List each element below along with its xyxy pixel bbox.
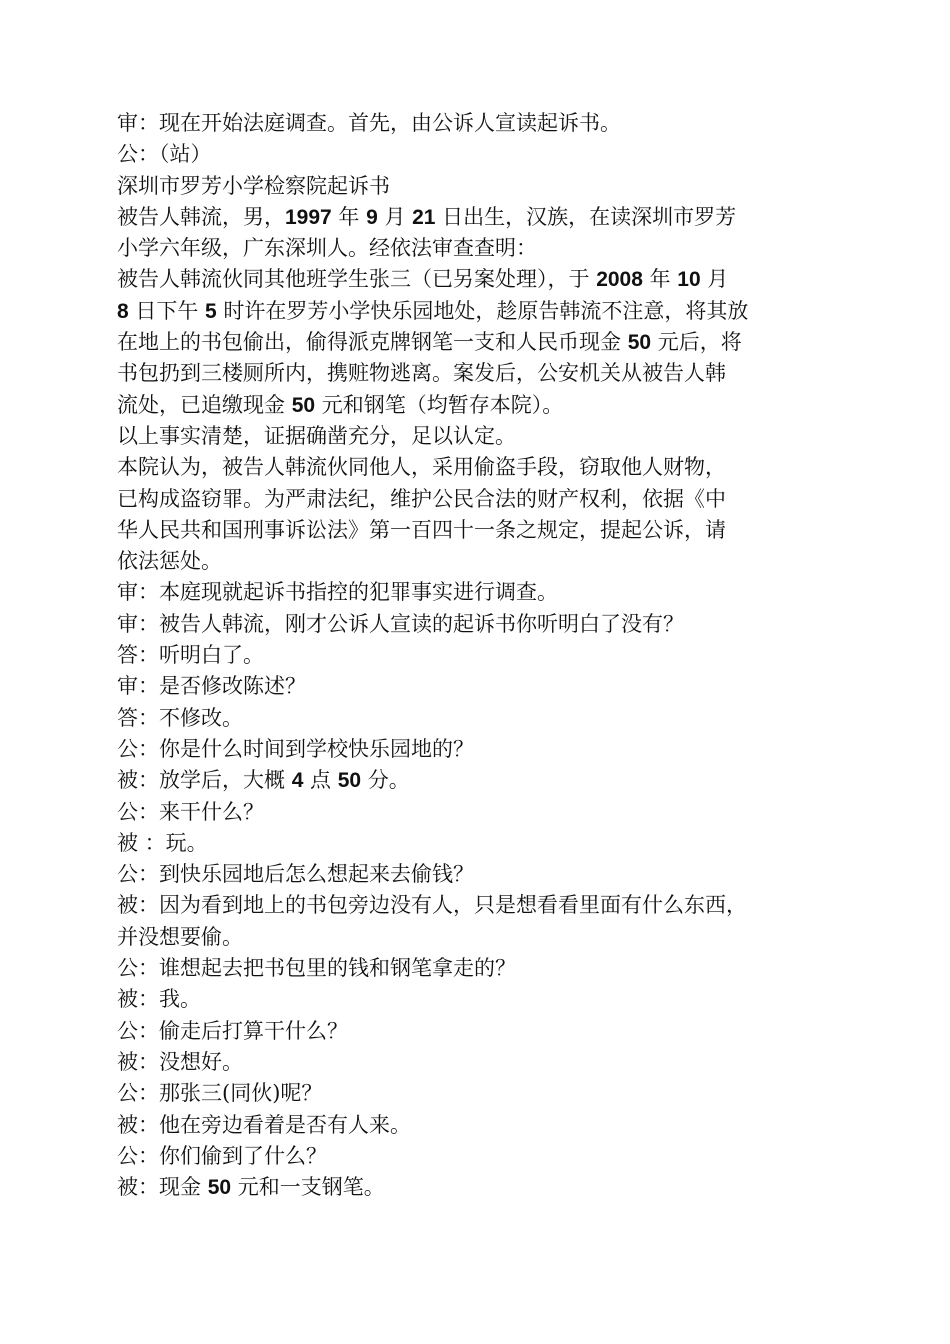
text-line: 答：听明白了。 (117, 643, 264, 668)
text-line: 答：不修改。 (117, 705, 243, 730)
text-line: 被 ：玩。 (117, 830, 208, 855)
text-line: 依法惩处。 (117, 549, 222, 574)
text-line: 8 日下午 5 时许在罗芳小学快乐园地处，趁原告韩流不注意，将其放 (117, 298, 749, 323)
text-line: 并没想要偷。 (117, 924, 243, 949)
text-line: 公：（站） (117, 142, 212, 167)
text-line: 小学六年级，广东深圳人。经依法审查查明： (117, 236, 537, 261)
text-line: 审：本庭现就起诉书指控的犯罪事实进行调查。 (117, 580, 558, 605)
text-line: 流处，已追缴现金 50 元和钢笔（均暂存本院）。 (117, 392, 564, 417)
text-line: 在地上的书包偷出，偷得派克牌钢笔一支和人民币现金 50 元后，将 (117, 330, 742, 355)
text-line: 已构成盗窃罪。为严肃法纪，维护公民合法的财产权利，依据《中 (117, 486, 726, 511)
text-line: 被：我。 (117, 987, 201, 1012)
text-line: 华人民共和国刑事诉讼法》第一百四十一条之规定，提起公诉，请 (117, 517, 726, 542)
text-line: 被：现金 50 元和一支钢笔。 (117, 1175, 385, 1200)
text-line: 被：没想好。 (117, 1049, 243, 1074)
text-line: 公：谁想起去把书包里的钱和钢笔拿走的？ (117, 956, 516, 981)
text-line: 被：放学后，大概 4 点 50 分。 (117, 768, 410, 793)
text-line: 审：是否修改陈述？ (117, 674, 306, 699)
text-line: 公：到快乐园地后怎么想起来去偷钱？ (117, 862, 474, 887)
text-line: 公：来干什么？ (117, 799, 264, 824)
text-line: 被：因为看到地上的书包旁边没有人，只是想看看里面有什么东西， (117, 893, 747, 918)
text-line: 公：那张三(同伙)呢？ (117, 1081, 323, 1106)
text-line: 公：你们偷到了什么？ (117, 1143, 327, 1168)
document-heading: 深圳市罗芳小学检察院起诉书 (117, 173, 390, 198)
text-line: 本院认为，被告人韩流伙同他人，采用偷盗手段，窃取他人财物， (117, 455, 726, 480)
text-line: 公：你是什么时间到学校快乐园地的？ (117, 736, 474, 761)
text-line: 以上事实清楚，证据确凿充分，足以认定。 (117, 423, 516, 448)
text-line: 公：偷走后打算干什么？ (117, 1018, 348, 1043)
text-line: 被告人韩流伙同其他班学生张三（已另案处理），于 2008 年 10 月 (117, 267, 729, 292)
text-line: 审：被告人韩流，刚才公诉人宣读的起诉书你听明白了没有？ (117, 611, 684, 636)
text-line: 被告人韩流，男，1997 年 9 月 21 日出生，汉族，在读深圳市罗芳 (117, 204, 737, 229)
text-line: 书包扔到三楼厕所内，携赃物逃离。案发后，公安机关从被告人韩 (117, 361, 726, 386)
text-line: 审：现在开始法庭调查。首先，由公诉人宣读起诉书。 (117, 111, 621, 135)
text-line: 被：他在旁边看着是否有人来。 (117, 1112, 411, 1137)
document-body (117, 108, 857, 1203)
